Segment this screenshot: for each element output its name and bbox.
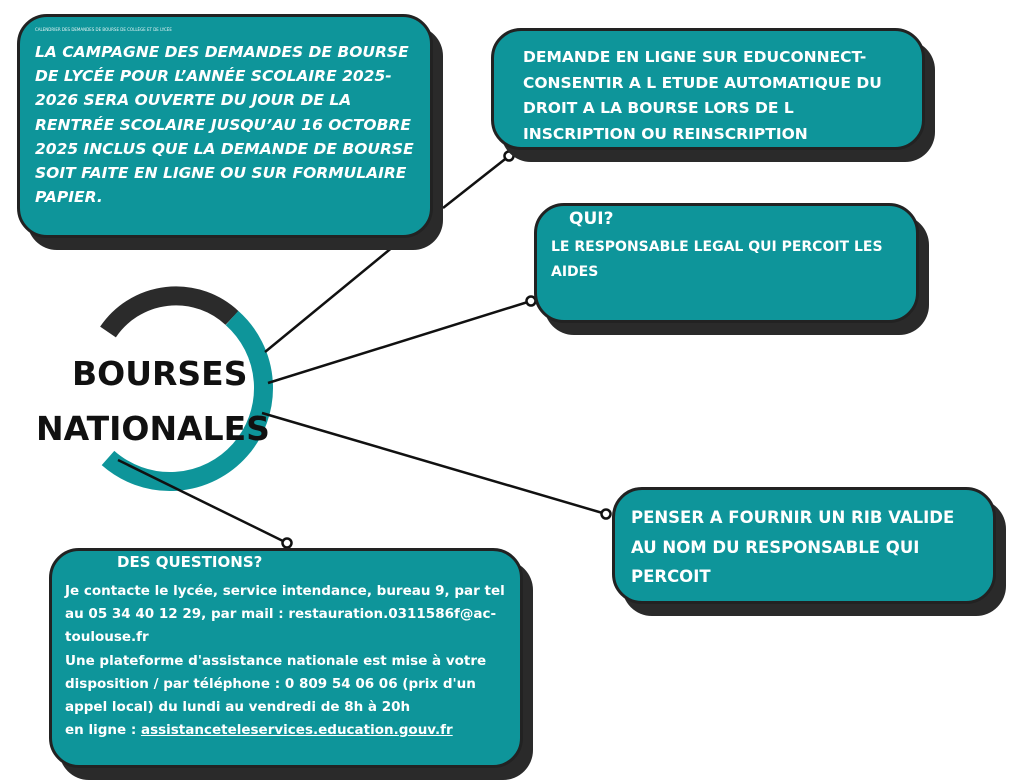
qui-title: QUI? [569,209,614,229]
connector-campaign [265,246,394,352]
questions-body [65,580,512,742]
campaign-tiny-label: CALENDRIER DES DEMANDES DE BOURSE DE COLLÈGE ET DE LYCÉE [35,27,172,32]
online-request-card [491,28,925,150]
ring-teal-segment [108,318,264,482]
questions-card [49,548,523,768]
connector-rib-dot [602,510,611,519]
card-face [534,203,919,323]
assistance-link[interactable]: assistanceteleservices.education.gouv.fr [140,722,453,739]
campaign-text: LA CAMPAGNE DES DEMANDES DE BOURSE DE LYCÉE POUR L’ANNÉE SCOLAIRE 2025-2026 SERA OUVERTE DU JOUR DE LA RENTRÉE SCOLAIRE JUSQU’AU 16 OCTOBRE 2025 INCLUS QUE LA DEMANDE DE BOURSE SOIT FAITE EN LIGNE OU SUR FORMULAIRE PAPIER. [35,43,414,207]
qui-text: LE RESPONSABLE LEGAL QUI PERCOIT LES AIDES [551,239,883,280]
card-face [49,548,523,768]
questions-contact-line: Je contacte le lycée, service intendance, bureau 9, par tel au 05 34 40 12 29, par mail : restauration.0311586f@ac-toulouse.fr [65,583,505,646]
ring-dark-segment [108,296,232,332]
rib-text: PENSER A FOURNIR UN RIB VALIDE AU NOM DU RESPONSABLE QUI PERCOIT [631,508,955,586]
questions-title: DES QUESTIONS? [117,553,263,571]
questions-platform-line: Une plateforme d'assistance nationale est mise à votre disposition / par téléphone : 0 809 54 06 06 (prix d'un appel local) du lundi au vendredi de 8h à 20h [65,652,487,716]
online-request-text: DEMANDE EN LIGNE SUR EDUCONNECT- CONSENTIR A L ETUDE AUTOMATIQUE DU DROIT A LA BOURSE LORS DE L INSCRIPTION OU REINSCRIPTION [523,48,882,143]
rib-card [612,487,996,604]
card-face [612,487,996,604]
qui-card [534,203,919,323]
campaign-card [17,14,433,238]
connector-online [443,156,509,208]
connector-questions-dot [283,539,292,548]
center-title-line2: NATIONALES [36,409,270,448]
card-face [491,28,925,150]
questions-online-prefix: en ligne : [65,722,141,739]
card-face [17,14,433,238]
connector-rib [262,413,606,514]
questions-online-line [65,719,512,742]
center-title-line1: BOURSES [72,354,248,393]
connector-qui [268,301,531,383]
